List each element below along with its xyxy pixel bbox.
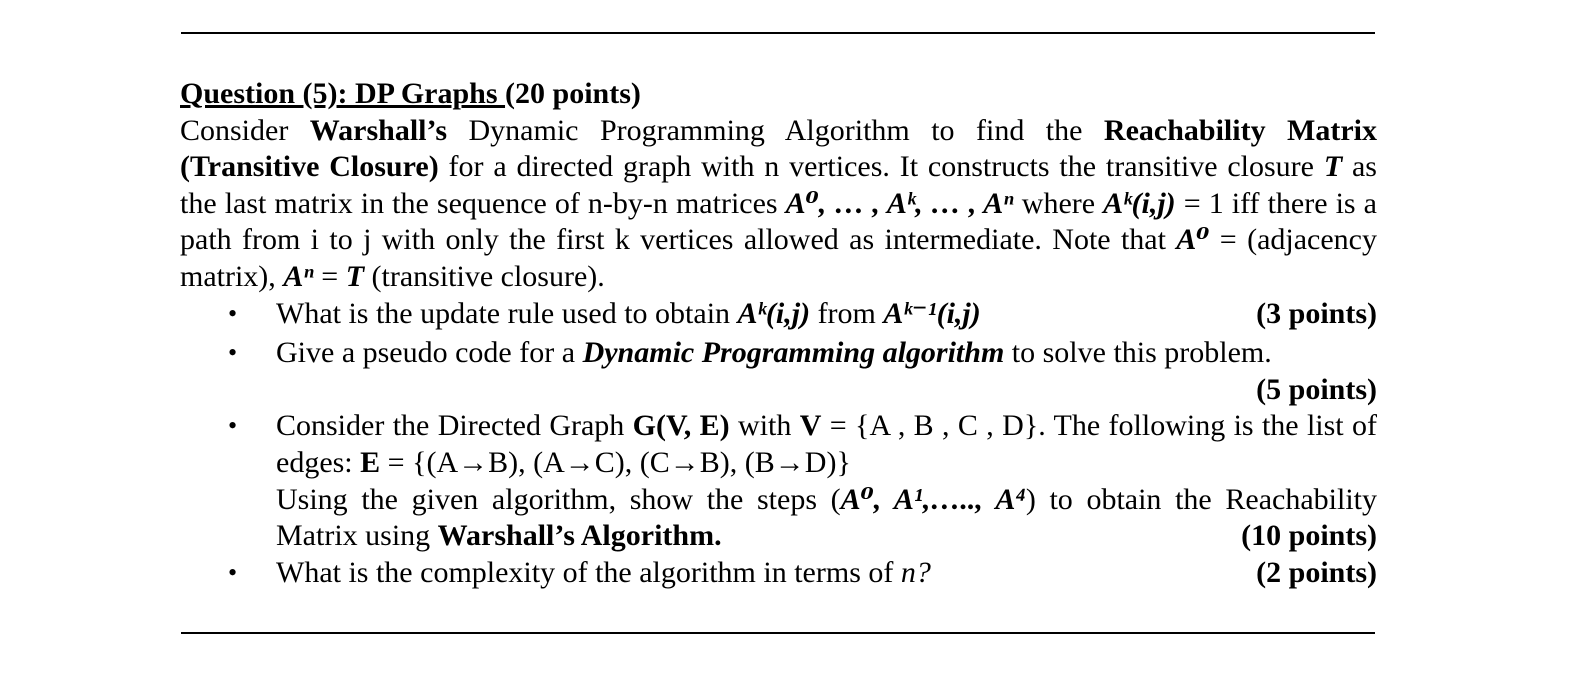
points-label: (3 points): [1256, 296, 1377, 330]
points-label: (2 points): [1256, 555, 1377, 589]
sub-question-list: [180, 296, 1377, 592]
list-item: • Consider the Directed Graph G(V, E) with V = {A , B , C , D}. The following is the list of edges: E = {(A→B), (A→C), (C→B), (B→D)} Using the given algorithm, show the steps (A⁰, A¹,….., A⁴) to obtain the Reachability Matrix using Warshall’s Algorithm. (10 points): [180, 408, 1377, 554]
points-label: (5 points): [1256, 372, 1377, 406]
bullet-icon: •: [228, 298, 238, 328]
bullet-icon: •: [228, 557, 238, 587]
question-block: [180, 76, 1377, 591]
question-intro: Consider Warshall’s Dynamic Programming Algorithm to find the Reachability Matrix (Transitive Closure) for a directed graph with n vertices. It constructs the transitive closure T as the last matrix in the sequence of n-by-n matrices A⁰, … , Aᵏ, … , Aⁿ where Aᵏ(i,j) = 1 iff there is a path from i to j with only the first k vertices allowed as intermediate. Note that A⁰ = (adjacency matrix), Aⁿ = T (transitive closure).: [180, 113, 1377, 293]
bullet-icon: •: [228, 338, 238, 368]
list-item: • Give a pseudo code for a Dynamic Programming algorithm to solve this problem. (5 points): [180, 335, 1377, 408]
bullet-icon: •: [228, 411, 238, 441]
top-divider: [181, 32, 1375, 34]
points-label: (10 points): [1241, 519, 1377, 553]
bottom-divider: [181, 632, 1375, 634]
list-item: • What is the complexity of the algorithm in terms of n? (2 points): [180, 555, 1377, 592]
list-item: • What is the update rule used to obtain Aᵏ(i,j) from Aᵏ⁻¹(i,j) (3 points): [180, 296, 1377, 333]
question-title: Question (5): DP Graphs (20 points): [180, 77, 641, 110]
